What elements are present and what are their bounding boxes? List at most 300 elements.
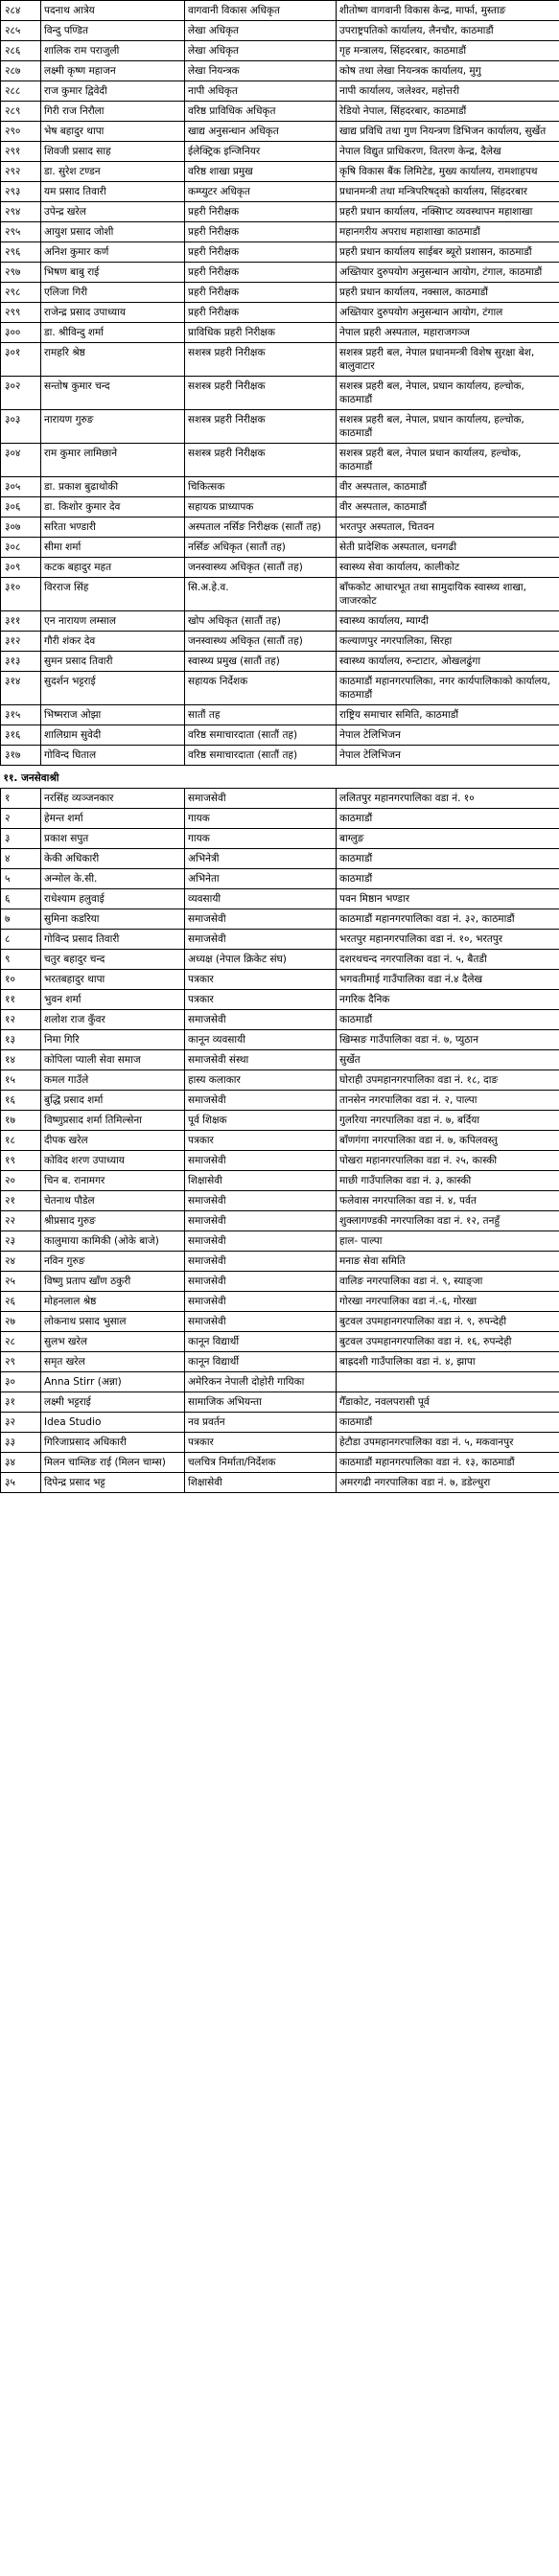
table-row bbox=[1, 705, 559, 725]
address: काठमाडौं महानगरपालिका, नगर कार्यपालिकाको कार्यालय, काठमाडौं bbox=[337, 672, 559, 705]
serial-number: १६ bbox=[1, 1091, 41, 1111]
table-row bbox=[1, 1091, 559, 1111]
recipient-name: दीपक खरेल bbox=[41, 1131, 185, 1151]
address: रेडियो नेपाल, सिंहदरबार, काठमाडौं bbox=[337, 102, 559, 122]
recipient-name: यम प्रसाद तिवारी bbox=[41, 182, 185, 202]
address: काठमाडौं bbox=[337, 869, 559, 889]
recipient-name: सुलभ खरेल bbox=[41, 1332, 185, 1352]
recipient-name: भिषण बाबु राई bbox=[41, 263, 185, 283]
designation: हास्य कलाकार bbox=[185, 1070, 337, 1091]
designation: सहायक प्राध्यापक bbox=[185, 497, 337, 518]
table-row bbox=[1, 632, 559, 652]
address: मनाङ सेवा समिति bbox=[337, 1252, 559, 1272]
designation: लेखा अधिकृत bbox=[185, 41, 337, 61]
section-b-body bbox=[1, 789, 559, 1493]
designation: पत्रकार bbox=[185, 990, 337, 1010]
designation: पत्रकार bbox=[185, 970, 337, 990]
serial-number: ३०८ bbox=[1, 538, 41, 558]
table-row bbox=[1, 102, 559, 122]
serial-number: ३१३ bbox=[1, 652, 41, 672]
table-row bbox=[1, 1332, 559, 1352]
address: अमरगढी नगरपालिका वडा नं. ७, डडेल्धुरा bbox=[337, 1473, 559, 1493]
serial-number: ३१५ bbox=[1, 705, 41, 725]
table-row bbox=[1, 222, 559, 242]
table-row bbox=[1, 122, 559, 142]
recipient-name: गौरी शंकर देव bbox=[41, 632, 185, 652]
address: गृह मन्त्रालय, सिंहदरबार, काठमाडौं bbox=[337, 41, 559, 61]
serial-number: २९३ bbox=[1, 182, 41, 202]
recipient-name: नरसिंह व्यञ्जनकार bbox=[41, 789, 185, 809]
address: नेपाल टेलिभिजन bbox=[337, 746, 559, 766]
serial-number: १२ bbox=[1, 1010, 41, 1030]
serial-number: २९५ bbox=[1, 222, 41, 242]
table-row bbox=[1, 829, 559, 849]
address: प्रधानमन्त्री तथा मन्त्रिपरिषद्को कार्यालय, सिंहदरबार bbox=[337, 182, 559, 202]
serial-number: १४ bbox=[1, 1050, 41, 1070]
serial-number: ३५ bbox=[1, 1473, 41, 1493]
serial-number: ३०५ bbox=[1, 477, 41, 497]
designation: चलचित्र निर्माता/निर्देशक bbox=[185, 1453, 337, 1473]
serial-number: ३ bbox=[1, 829, 41, 849]
address: वीर अस्पताल, काठमाडौं bbox=[337, 477, 559, 497]
address: प्रहरी प्रधान कार्यालय साईबर ब्यूरो प्रशासन, काठमाडौं bbox=[337, 242, 559, 263]
address: हेटौडा उपमहानगरपालिका वडा नं. ५, मकवानपुर bbox=[337, 1433, 559, 1453]
designation: सशस्त्र प्रहरी निरीक्षक bbox=[185, 444, 337, 477]
serial-number: ३०३ bbox=[1, 410, 41, 444]
recipient-name: राज कुमार द्विवेदी bbox=[41, 81, 185, 102]
table-row bbox=[1, 444, 559, 477]
table-row bbox=[1, 950, 559, 970]
designation: समाजसेवी bbox=[185, 1252, 337, 1272]
address: काठमाडौं महानगरपालिका वडा नं. १३, काठमाडौं bbox=[337, 1453, 559, 1473]
serial-number: २२ bbox=[1, 1211, 41, 1231]
table-row bbox=[1, 1191, 559, 1211]
table-row bbox=[1, 263, 559, 283]
recipient-name: राम कुमार लामिछाने bbox=[41, 444, 185, 477]
serial-number: ३० bbox=[1, 1372, 41, 1392]
serial-number: ५ bbox=[1, 869, 41, 889]
designation: लेखा नियन्त्रक bbox=[185, 61, 337, 81]
recipient-name: कोविद शरण उपाध्याय bbox=[41, 1151, 185, 1171]
address: खिम्सङ गाउँपालिका वडा नं. ७, प्युठान bbox=[337, 1030, 559, 1050]
table-row bbox=[1, 202, 559, 222]
table-row bbox=[1, 61, 559, 81]
address bbox=[337, 1372, 559, 1392]
address: नेपाल टेलिभिजन bbox=[337, 725, 559, 746]
designation: नापी अधिकृत bbox=[185, 81, 337, 102]
recipient-name: लोकनाथ प्रसाद भुसाल bbox=[41, 1312, 185, 1332]
serial-number: २८४ bbox=[1, 1, 41, 21]
recipient-name: राधेश्याम हलुवाई bbox=[41, 889, 185, 909]
serial-number: २९६ bbox=[1, 242, 41, 263]
designation: पत्रकार bbox=[185, 1131, 337, 1151]
designation: समाजसेवी bbox=[185, 1231, 337, 1252]
address: कोष तथा लेखा नियन्त्रक कार्यालय, मुगु bbox=[337, 61, 559, 81]
table-row bbox=[1, 1171, 559, 1191]
recipient-name: डा. श्रीविन्दु शर्मा bbox=[41, 323, 185, 343]
address: माछी गाउँपालिका वडा नं. ३, कास्की bbox=[337, 1171, 559, 1191]
serial-number: ३१४ bbox=[1, 672, 41, 705]
designation: वरिष्ठ समाचारदाता (सातौं तह) bbox=[185, 725, 337, 746]
serial-number: १७ bbox=[1, 1111, 41, 1131]
address: बाँणगंगा नगरपालिका वडा नं. ७, कपिलवस्तु bbox=[337, 1131, 559, 1151]
table-row bbox=[1, 1050, 559, 1070]
table-row bbox=[1, 970, 559, 990]
address: फलेवास नगरपालिका वडा नं. ४, पर्वत bbox=[337, 1191, 559, 1211]
section-b-header bbox=[1, 766, 559, 789]
recipient-name: शिवजी प्रसाद साह bbox=[41, 142, 185, 162]
table-row bbox=[1, 343, 559, 377]
serial-number: २९ bbox=[1, 1352, 41, 1372]
designation: समाजसेवी bbox=[185, 1272, 337, 1292]
address: बाग्लुङ bbox=[337, 829, 559, 849]
recipient-name: चेतनाथ पौडेल bbox=[41, 1191, 185, 1211]
address: हाल- पाल्पा bbox=[337, 1231, 559, 1252]
address: तानसेन नगरपालिका वडा नं. २, पाल्पा bbox=[337, 1091, 559, 1111]
table-row bbox=[1, 377, 559, 410]
address: सुर्खेत bbox=[337, 1050, 559, 1070]
serial-number: ३०२ bbox=[1, 377, 41, 410]
address: दशरथचन्द नगरपालिका वडा नं. ५, बैतडी bbox=[337, 950, 559, 970]
recipient-name: एन नारायण लम्साल bbox=[41, 611, 185, 632]
section-heading: ११. जनसेवाश्री bbox=[1, 766, 559, 789]
serial-number: ४ bbox=[1, 849, 41, 869]
recipient-name: विरराज सिंह bbox=[41, 578, 185, 611]
recipient-name: भिष्मराज ओझा bbox=[41, 705, 185, 725]
address: अख्तियार दुरुपयोग अनुसन्धान आयोग, टंगाल bbox=[337, 303, 559, 323]
recipient-name: कालुमाया कामिकी (ओके बाजे) bbox=[41, 1231, 185, 1252]
serial-number: ३१ bbox=[1, 1392, 41, 1413]
serial-number: ६ bbox=[1, 889, 41, 909]
address: घोराही उपमहानगरपालिका वडा नं. १८, दाङ bbox=[337, 1070, 559, 1091]
serial-number: २९४ bbox=[1, 202, 41, 222]
serial-number: ७ bbox=[1, 909, 41, 930]
recipient-name: केकी अधिकारी bbox=[41, 849, 185, 869]
serial-number: २८८ bbox=[1, 81, 41, 102]
serial-number: ३०० bbox=[1, 323, 41, 343]
recipient-name: दिपेन्द्र प्रसाद भट्ट bbox=[41, 1473, 185, 1493]
designation: सातौं तह bbox=[185, 705, 337, 725]
address: सशस्त्र प्रहरी बल, नेपाल, प्रधान कार्यालय, हल्चोक, काठमाडौं bbox=[337, 377, 559, 410]
recipient-name: मोहनलाल श्रेष्ठ bbox=[41, 1292, 185, 1312]
recipient-name: समृत खरेल bbox=[41, 1352, 185, 1372]
serial-number: ११ bbox=[1, 990, 41, 1010]
serial-number: २३ bbox=[1, 1231, 41, 1252]
recipient-name: Anna Stirr (अन्ना) bbox=[41, 1372, 185, 1392]
recipient-name: डा. किशोर कुमार देव bbox=[41, 497, 185, 518]
recipient-name: शालिक राम पराजुली bbox=[41, 41, 185, 61]
recipient-name: सुदर्शन भट्टराई bbox=[41, 672, 185, 705]
table-row bbox=[1, 21, 559, 41]
designation: जनस्वास्थ्य अधिकृत (सातौं तह) bbox=[185, 632, 337, 652]
serial-number: २१ bbox=[1, 1191, 41, 1211]
address: बाँफकोट आधारभूत तथा सामुदायिक स्वास्थ्य शाखा, जाजरकोट bbox=[337, 578, 559, 611]
table-row bbox=[1, 538, 559, 558]
recipient-name: चतुर बहादुर चन्द bbox=[41, 950, 185, 970]
designation: सामाजिक अभियन्ता bbox=[185, 1392, 337, 1413]
table-row bbox=[1, 242, 559, 263]
serial-number: ९ bbox=[1, 950, 41, 970]
designation: कानून विद्यार्थी bbox=[185, 1332, 337, 1352]
designation: समाजसेवी bbox=[185, 1191, 337, 1211]
designation: खाद्य अनुसन्धान अधिकृत bbox=[185, 122, 337, 142]
designation: गायक bbox=[185, 809, 337, 829]
serial-number: ३२ bbox=[1, 1413, 41, 1433]
serial-number: ३०९ bbox=[1, 558, 41, 578]
table-row bbox=[1, 789, 559, 809]
address: गोरखा नगरपालिका वडा नं.-६, गोरखा bbox=[337, 1292, 559, 1312]
serial-number: १५ bbox=[1, 1070, 41, 1091]
designation: कम्प्युटर अधिकृत bbox=[185, 182, 337, 202]
table-row bbox=[1, 1211, 559, 1231]
address: कृषि विकास बैंक लिमिटेड, मुख्य कार्यालय, रामशाहपथ bbox=[337, 162, 559, 182]
table-row bbox=[1, 162, 559, 182]
address: काठमाडौं bbox=[337, 849, 559, 869]
table-row bbox=[1, 1473, 559, 1493]
designation: शिक्षासेवी bbox=[185, 1473, 337, 1493]
designation: अध्यक्ष (नेपाल क्रिकेट संघ) bbox=[185, 950, 337, 970]
serial-number: २९७ bbox=[1, 263, 41, 283]
address: पवन मिष्ठान भण्डार bbox=[337, 889, 559, 909]
serial-number: ३४ bbox=[1, 1453, 41, 1473]
table-row bbox=[1, 930, 559, 950]
address: गुलरिया नगरपालिका वडा नं. ७, बर्दिया bbox=[337, 1111, 559, 1131]
serial-number: २८ bbox=[1, 1332, 41, 1352]
designation: प्रहरी निरीक्षक bbox=[185, 202, 337, 222]
recipient-name: गिरिजाप्रसाद अधिकारी bbox=[41, 1433, 185, 1453]
recipient-name: गिरी राज निरौला bbox=[41, 102, 185, 122]
designation: प्रहरी निरीक्षक bbox=[185, 222, 337, 242]
serial-number: १० bbox=[1, 970, 41, 990]
table-row bbox=[1, 1151, 559, 1171]
table-row bbox=[1, 1252, 559, 1272]
designation: पूर्व शिक्षक bbox=[185, 1111, 337, 1131]
serial-number: ३१२ bbox=[1, 632, 41, 652]
table-row bbox=[1, 652, 559, 672]
table-row bbox=[1, 611, 559, 632]
address: सशस्त्र प्रहरी बल, नेपाल प्रधान कार्यालय, हल्चोक, काठमाडौं bbox=[337, 444, 559, 477]
designation: लेखा अधिकृत bbox=[185, 21, 337, 41]
recipient-name: विष्णुप्रसाद शर्मा तिमिल्सेना bbox=[41, 1111, 185, 1131]
table-row bbox=[1, 1392, 559, 1413]
designation: नव प्रवर्तन bbox=[185, 1413, 337, 1433]
address: शुक्लागण्डकी नगरपालिका वडा नं. १२, तनहुँ bbox=[337, 1211, 559, 1231]
table-row bbox=[1, 81, 559, 102]
designation: कानून विद्यार्थी bbox=[185, 1352, 337, 1372]
recipient-name: नविन गुरुङ bbox=[41, 1252, 185, 1272]
designation: वरिष्ठ समाचारदाता (सातौं तह) bbox=[185, 746, 337, 766]
recipient-name: निमा गिरि bbox=[41, 1030, 185, 1050]
address: भरतपुर महानगरपालिका वडा नं. १०, भरतपुर bbox=[337, 930, 559, 950]
address: शीतोष्ण वागवानी विकास केन्द्र, मार्फा, मुस्ताङ bbox=[337, 1, 559, 21]
address: कल्याणपुर नगरपालिका, सिरहा bbox=[337, 632, 559, 652]
address: वालिङ नगरपालिका वडा नं. ९, स्याङ्जा bbox=[337, 1272, 559, 1292]
serial-number: २९९ bbox=[1, 303, 41, 323]
address: नापी कार्यालय, जलेश्वर, महोत्तरी bbox=[337, 81, 559, 102]
address: काठमाडौं bbox=[337, 1413, 559, 1433]
address: काठमाडौं महानगरपालिका वडा नं. ३२, काठमाडौं bbox=[337, 909, 559, 930]
address: महानगरीय अपराध महाशाखा काठमाडौं bbox=[337, 222, 559, 242]
table-row bbox=[1, 41, 559, 61]
serial-number: ८ bbox=[1, 930, 41, 950]
designation: कानून व्यवसायी bbox=[185, 1030, 337, 1050]
serial-number: २ bbox=[1, 809, 41, 829]
recipient-name: विन्दु पण्डित bbox=[41, 21, 185, 41]
recipient-name: अनिश कुमार कर्ण bbox=[41, 242, 185, 263]
address: वीर अस्पताल, काठमाडौं bbox=[337, 497, 559, 518]
designation: समाजसेवी bbox=[185, 789, 337, 809]
recipient-name: लक्ष्मी भट्टराई bbox=[41, 1392, 185, 1413]
recipient-name: Idea Studio bbox=[41, 1413, 185, 1433]
address: सेती प्रादेशिक अस्पताल, धनगढी bbox=[337, 538, 559, 558]
recipient-name: शलोश राज कुँवर bbox=[41, 1010, 185, 1030]
table-row bbox=[1, 1433, 559, 1453]
designation: अस्पताल नर्सिङ निरीक्षक (सातौं तह) bbox=[185, 518, 337, 538]
address: भगवतीमाई गाउँपालिका वडा नं.४ दैलेख bbox=[337, 970, 559, 990]
table-row bbox=[1, 497, 559, 518]
table-row bbox=[1, 1131, 559, 1151]
designation: वरिष्ठ प्राविधिक अधिकृत bbox=[185, 102, 337, 122]
designation: अभिनेता bbox=[185, 869, 337, 889]
table-row bbox=[1, 889, 559, 909]
address: बुटवल उपमहानगरपालिका वडा नं. ९, रुपन्देही bbox=[337, 1312, 559, 1332]
recipient-name: कमल गाउँले bbox=[41, 1070, 185, 1091]
serial-number: ३११ bbox=[1, 611, 41, 632]
designation: प्रहरी निरीक्षक bbox=[185, 263, 337, 283]
designation: वरिष्ठ शाखा प्रमुख bbox=[185, 162, 337, 182]
table-row bbox=[1, 410, 559, 444]
recipient-name: कटक बहादुर महत bbox=[41, 558, 185, 578]
designation: अमेरिकन नेपाली दोहोरी गायिका bbox=[185, 1372, 337, 1392]
serial-number: ३०४ bbox=[1, 444, 41, 477]
serial-number: २८५ bbox=[1, 21, 41, 41]
table-row bbox=[1, 809, 559, 829]
designation: स्वास्थ्य प्रमुख (सातौं तह) bbox=[185, 652, 337, 672]
designation: पत्रकार bbox=[185, 1433, 337, 1453]
table-row bbox=[1, 477, 559, 497]
recipient-name: सन्तोष कुमार चन्द bbox=[41, 377, 185, 410]
table-row bbox=[1, 849, 559, 869]
designation: जनस्वास्थ्य अधिकृत (सातौं तह) bbox=[185, 558, 337, 578]
table-row bbox=[1, 990, 559, 1010]
address: बुटवल उपमहानगरपालिका वडा नं. १६, रुपन्देही bbox=[337, 1332, 559, 1352]
table-row bbox=[1, 1, 559, 21]
recipient-name: मिलन चाम्लिङ राई (मिलन चाम्स) bbox=[41, 1453, 185, 1473]
table-row bbox=[1, 1070, 559, 1091]
recipient-name: नारायण गुरुङ bbox=[41, 410, 185, 444]
designation: ईलेक्ट्रिक इन्जिनियर bbox=[185, 142, 337, 162]
recipient-name: सीमा शर्मा bbox=[41, 538, 185, 558]
address: स्वास्थ्य कार्यालय, रुन्टाटार, ओखलढुंगा bbox=[337, 652, 559, 672]
table-row bbox=[1, 518, 559, 538]
table-row bbox=[1, 1272, 559, 1292]
designation: नर्सिङ अधिकृत (सातौं तह) bbox=[185, 538, 337, 558]
designation: वागवानी विकास अधिकृत bbox=[185, 1, 337, 21]
address: नगरिक दैनिक bbox=[337, 990, 559, 1010]
table-row bbox=[1, 1111, 559, 1131]
serial-number: २५ bbox=[1, 1272, 41, 1292]
recipient-name: भेष बहादुर थापा bbox=[41, 122, 185, 142]
recipient-name: एलिजा गिरी bbox=[41, 283, 185, 303]
designation: प्रहरी निरीक्षक bbox=[185, 283, 337, 303]
recipient-name: डा. सुरेश टण्डन bbox=[41, 162, 185, 182]
recipient-name: रामहरि श्रेष्ठ bbox=[41, 343, 185, 377]
address: नेपाल विद्युत प्राधिकरण, वितरण केन्द्र, दैलेख bbox=[337, 142, 559, 162]
table-row bbox=[1, 725, 559, 746]
designation: प्रहरी निरीक्षक bbox=[185, 303, 337, 323]
section-heading-row bbox=[1, 766, 559, 789]
recipient-name: सुमिना कडरिया bbox=[41, 909, 185, 930]
serial-number: ३०१ bbox=[1, 343, 41, 377]
designation: चिकित्सक bbox=[185, 477, 337, 497]
serial-number: २९२ bbox=[1, 162, 41, 182]
designation: शिक्षासेवी bbox=[185, 1171, 337, 1191]
address: खाद्य प्रविधि तथा गुण नियन्त्रण डिभिजन कार्यालय, सुर्खेत bbox=[337, 122, 559, 142]
serial-number: १३ bbox=[1, 1030, 41, 1050]
table-row bbox=[1, 558, 559, 578]
designation: समाजसेवी संस्था bbox=[185, 1050, 337, 1070]
serial-number: २६ bbox=[1, 1292, 41, 1312]
address: अख्तियार दुरुपयोग अनुसन्धान आयोग, टंगाल, काठमाडौं bbox=[337, 263, 559, 283]
table-row bbox=[1, 323, 559, 343]
recipient-name: विष्णु प्रताप खाँण ठकुरी bbox=[41, 1272, 185, 1292]
recipient-name: श्रीप्रसाद गुरुङ bbox=[41, 1211, 185, 1231]
address: स्वास्थ्य कार्यालय, म्याग्दी bbox=[337, 611, 559, 632]
recipient-name: लक्ष्मी कृष्ण महाजन bbox=[41, 61, 185, 81]
designation: समाजसेवी bbox=[185, 1292, 337, 1312]
serial-number: १९ bbox=[1, 1151, 41, 1171]
serial-number: २४ bbox=[1, 1252, 41, 1272]
address: प्रहरी प्रधान कार्यालय, नक्सिाप्ट व्यवस्थापन महाशाखा bbox=[337, 202, 559, 222]
serial-number: २८९ bbox=[1, 102, 41, 122]
table-row bbox=[1, 1453, 559, 1473]
serial-number: १ bbox=[1, 789, 41, 809]
recipient-name: कोपिला प्याली सेवा समाज bbox=[41, 1050, 185, 1070]
table-row bbox=[1, 1292, 559, 1312]
serial-number: ३१० bbox=[1, 578, 41, 611]
table-row bbox=[1, 578, 559, 611]
serial-number: २८६ bbox=[1, 41, 41, 61]
table-row bbox=[1, 182, 559, 202]
table-row bbox=[1, 746, 559, 766]
designation: व्यवसायी bbox=[185, 889, 337, 909]
designation: समाजसेवी bbox=[185, 1312, 337, 1332]
designation: समाजसेवी bbox=[185, 909, 337, 930]
table-row bbox=[1, 672, 559, 705]
recipient-name: सुमन प्रसाद तिवारी bbox=[41, 652, 185, 672]
address: प्रहरी प्रधान कार्यालय, नक्साल, काठमाडौं bbox=[337, 283, 559, 303]
designation: सशस्त्र प्रहरी निरीक्षक bbox=[185, 377, 337, 410]
designation: समाजसेवी bbox=[185, 1010, 337, 1030]
designation: प्राविधिक प्रहरी निरीक्षक bbox=[185, 323, 337, 343]
serial-number: १८ bbox=[1, 1131, 41, 1151]
address: काठमाडौं bbox=[337, 809, 559, 829]
address: पोखरा महानगरपालिका वडा नं. २५, कास्की bbox=[337, 1151, 559, 1171]
recipient-name: बुद्धि प्रसाद शर्मा bbox=[41, 1091, 185, 1111]
designation: प्रहरी निरीक्षक bbox=[185, 242, 337, 263]
table-row bbox=[1, 283, 559, 303]
address: स्वास्थ्य सेवा कार्यालय, कालीकोट bbox=[337, 558, 559, 578]
recipient-name: शालिग्राम सुवेदी bbox=[41, 725, 185, 746]
table-row bbox=[1, 303, 559, 323]
recipient-name: गोविन्द प्रसाद तिवारी bbox=[41, 930, 185, 950]
recipient-name: उपेन्द्र खरेल bbox=[41, 202, 185, 222]
address: सशस्त्र प्रहरी बल, नेपाल, प्रधान कार्यालय, हल्चोक, काठमाडौं bbox=[337, 410, 559, 444]
table-row bbox=[1, 1372, 559, 1392]
designation: सहायक निर्देशक bbox=[185, 672, 337, 705]
recipient-name: भुवन शर्मा bbox=[41, 990, 185, 1010]
designation: खोप अधिकृत (सातौं तह) bbox=[185, 611, 337, 632]
